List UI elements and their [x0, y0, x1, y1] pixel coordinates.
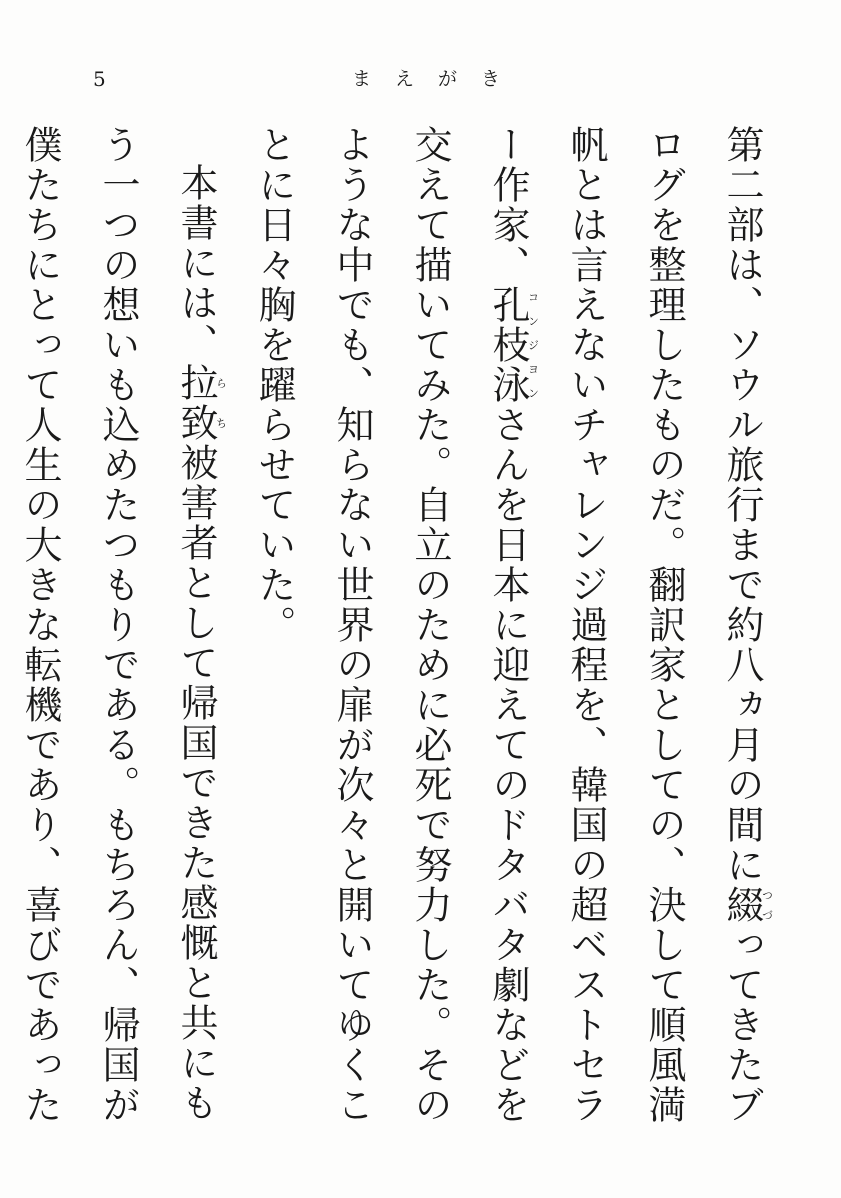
ruby-annotated-word: [486, 285, 540, 405]
ruby-annotated-word: [174, 403, 228, 443]
text-run: 第二部は、ソウル旅行まで約八ヵ月の間に: [720, 125, 764, 885]
text-run: 本書には、: [174, 163, 218, 363]
vertical-text-body: [18, 125, 781, 1135]
furigana: コンジヨン: [526, 285, 540, 405]
ruby-base: 綴: [720, 885, 764, 925]
ruby-annotated-word: [720, 885, 774, 925]
ruby-base: 致: [174, 403, 218, 443]
running-title: まえがき: [352, 68, 525, 90]
page-header: [0, 64, 841, 94]
page-number: 5: [93, 67, 106, 91]
furigana: つづ: [760, 885, 774, 925]
ruby-annotated-word: [174, 363, 228, 403]
paragraph-1: [235, 125, 781, 1135]
furigana: ら: [214, 363, 228, 403]
ruby-base: 孔枝泳: [486, 285, 530, 405]
text-run: 被害者として帰国できた感慨と共にもう一つの想いも込めたつもりである。もちろん、帰国が僕たちにとって人生の大きな転機であり、喜びであった: [18, 125, 218, 1125]
ruby-base: 拉: [174, 363, 218, 403]
furigana: ち: [214, 403, 228, 443]
paragraph-2: [0, 125, 235, 1135]
text-run: さんを日本に迎えてのドタバタ劇などを交えて描いてみた。自立のために必死で努力した。そのような中でも、知らない世界の扉が次々と開いてゆくことに日々胸を躍らせていた。: [252, 125, 530, 1125]
text-run: ってきたブログを整理したものだ。翻訳家としての、決して順風満帆とは言えないチャレンジ過程を、韓国の超ベストセラー作家、: [486, 125, 764, 1125]
